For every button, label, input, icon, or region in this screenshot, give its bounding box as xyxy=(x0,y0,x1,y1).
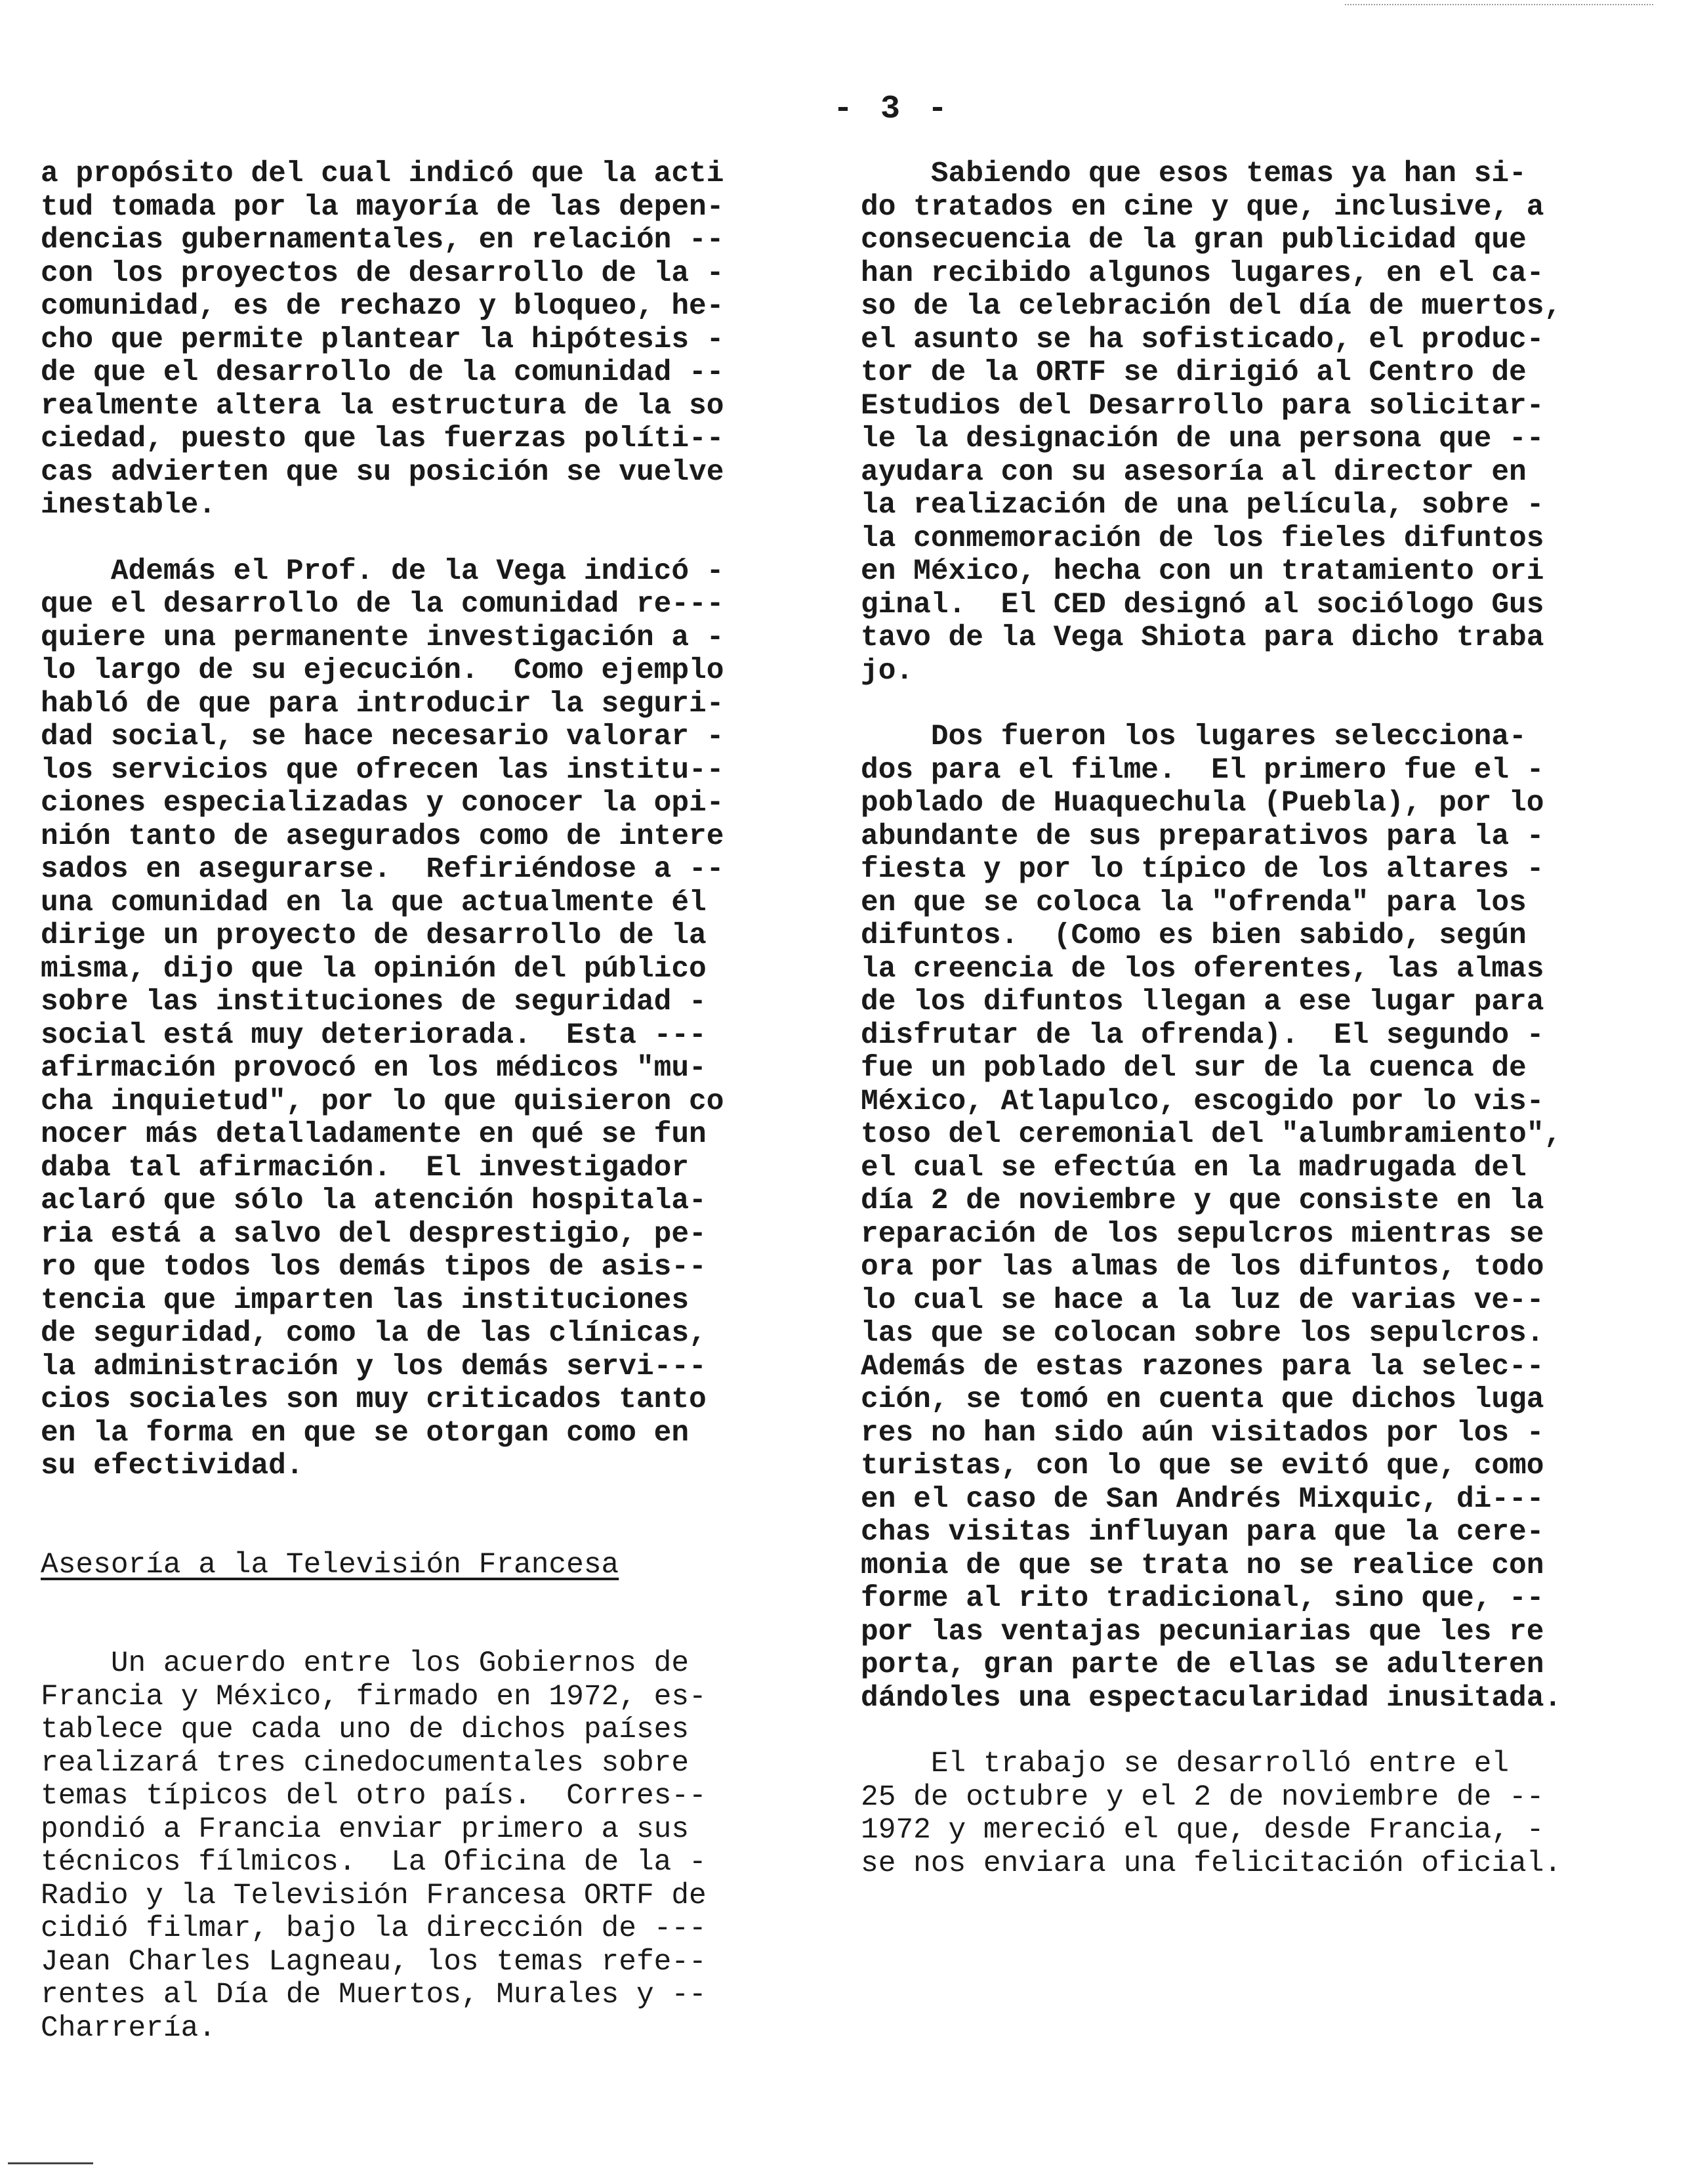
text-line: con los proyectos de desarrollo de la - xyxy=(41,257,724,290)
top-edge-mark xyxy=(1345,4,1653,5)
text-line: cios sociales son muy criticados tanto xyxy=(41,1383,707,1416)
text-line: nocer más detalladamente en qué se fun xyxy=(41,1118,707,1151)
text-line: forme al rito tradicional, sino que, -- xyxy=(861,1582,1544,1615)
text-line: social está muy deteriorada. Esta --- xyxy=(41,1018,707,1052)
text-line: ria está a salvo del desprestigio, pe- xyxy=(41,1217,707,1251)
text-line: realmente altera la estructura de la so xyxy=(41,389,724,423)
text-line: el asunto se ha sofisticado, el produc- xyxy=(861,323,1544,356)
text-line: Un acuerdo entre los Gobiernos de xyxy=(41,1647,690,1680)
text-line: se nos enviara una felicitación oficial. xyxy=(861,1847,1562,1880)
text-line: lo cual se hace a la luz de varias ve-- xyxy=(861,1284,1544,1317)
left-column xyxy=(41,158,828,2045)
text-line: de que el desarrollo de la comunidad -- xyxy=(41,356,724,389)
text-line: técnicos fílmicos. La Oficina de la - xyxy=(41,1846,707,1879)
text-line: en México, hecha con un tratamiento ori xyxy=(861,555,1544,588)
text-line: Además de estas razones para la selec-- xyxy=(861,1350,1544,1383)
text-line: fue un poblado del sur de la cuenca de xyxy=(861,1052,1527,1085)
text-line: Francia y México, firmado en 1972, es- xyxy=(41,1680,707,1713)
text-line: difuntos. (Como es bien sabido, según xyxy=(861,919,1527,952)
text-line: le la designación de una persona que -- xyxy=(861,423,1544,455)
text-line: tablece que cada uno de dichos países xyxy=(41,1713,690,1746)
text-line: 1972 y mereció el que, desde Francia, - xyxy=(861,1814,1544,1847)
section-gap xyxy=(41,1582,828,1647)
text-line: comunidad, es de rechazo y bloqueo, he- xyxy=(41,290,724,323)
page-number: - 3 - xyxy=(833,91,952,128)
text-line: una comunidad en la que actualmente él xyxy=(41,886,707,919)
text-line: aclaró que sólo la atención hospitala- xyxy=(41,1185,707,1217)
paragraph-gap xyxy=(861,1715,1655,1748)
text-line: ayudara con su asesoría al director en xyxy=(861,455,1527,489)
text-line: las que se colocan sobre los sepulcros. xyxy=(861,1317,1544,1350)
text-line: dos para el filme. El primero fue el - xyxy=(861,753,1544,787)
right-column xyxy=(861,158,1655,1880)
text-line: la creencia de los oferentes, las almas xyxy=(861,952,1544,986)
text-line: reparación de los sepulcros mientras se xyxy=(861,1217,1544,1251)
text-line: toso del ceremonial del "alumbramiento", xyxy=(861,1118,1562,1151)
text-line: tud tomada por la mayoría de las depen- xyxy=(41,190,724,224)
text-line: su efectividad. xyxy=(41,1450,304,1482)
text-line: Sabiendo que esos temas ya han si- xyxy=(861,158,1527,190)
text-line: de seguridad, como la de las clínicas, xyxy=(41,1317,707,1350)
footnote-rule xyxy=(8,2162,93,2164)
text-line: en que se coloca la "ofrenda" para los xyxy=(861,886,1527,919)
text-line: disfrutar de la ofrenda). El segundo - xyxy=(861,1018,1544,1052)
left-paragraph-3 xyxy=(41,1647,828,2045)
text-line: abundante de sus preparativos para la - xyxy=(861,820,1544,853)
text-line: quiere una permanente investigación a - xyxy=(41,621,724,654)
text-line: el cual se efectúa en la madrugada del xyxy=(861,1151,1527,1185)
text-line: cas advierten que su posición se vuelve xyxy=(41,455,724,489)
text-line: do tratados en cine y que, inclusive, a xyxy=(861,190,1544,224)
text-line: tencia que imparten las instituciones xyxy=(41,1284,690,1317)
text-line: ción, se tomó en cuenta que dichos luga xyxy=(861,1383,1544,1416)
text-line: porta, gran parte de ellas se adulteren xyxy=(861,1648,1544,1681)
text-line: Jean Charles Lagneau, los temas refe-- xyxy=(41,1945,707,1979)
text-line: han recibido algunos lugares, en el ca- xyxy=(861,257,1544,290)
text-line: que el desarrollo de la comunidad re--- xyxy=(41,588,724,621)
text-line: Además el Prof. de la Vega indicó - xyxy=(41,555,724,588)
text-line: temas típicos del otro país. Corres-- xyxy=(41,1780,707,1813)
text-line: inestable. xyxy=(41,489,216,522)
text-line: monia de que se trata no se realice con xyxy=(861,1549,1544,1582)
text-line: por las ventajas pecuniarias que les re xyxy=(861,1615,1544,1648)
text-line: a propósito del cual indicó que la acti xyxy=(41,158,724,190)
text-line: dirige un proyecto de desarrollo de la xyxy=(41,919,707,952)
text-line: habló de que para introducir la seguri- xyxy=(41,687,724,721)
text-line: nión tanto de asegurados como de intere xyxy=(41,820,724,853)
text-line: sobre las instituciones de seguridad - xyxy=(41,986,707,1018)
text-line: consecuencia de la gran publicidad que xyxy=(861,224,1527,257)
text-line: tor de la ORTF se dirigió al Centro de xyxy=(861,356,1527,389)
left-paragraph-2 xyxy=(41,555,828,1483)
text-line: dándoles una espectacularidad inusitada. xyxy=(861,1681,1562,1715)
text-line: El trabajo se desarrolló entre el xyxy=(861,1748,1510,1780)
text-line: cha inquietud", por lo que quisieron co xyxy=(41,1085,724,1118)
text-line: pondió a Francia enviar primero a sus xyxy=(41,1813,690,1846)
text-line: ora por las almas de los difuntos, todo xyxy=(861,1251,1544,1284)
text-line: so de la celebración del día de muertos, xyxy=(861,290,1562,323)
text-line: 25 de octubre y el 2 de noviembre de -- xyxy=(861,1780,1544,1814)
text-line: ciones especializadas y conocer la opi- xyxy=(41,787,724,820)
text-line: ciedad, puesto que las fuerzas políti-- xyxy=(41,423,724,455)
left-paragraph-1 xyxy=(41,158,828,522)
text-line: en la forma en que se otorgan como en xyxy=(41,1416,690,1450)
text-line: rentes al Día de Muertos, Murales y -- xyxy=(41,1979,707,2011)
section-gap xyxy=(41,1483,828,1549)
text-line: México, Atlapulco, escogido por lo vis- xyxy=(861,1085,1544,1118)
text-line: la administración y los demás servi--- xyxy=(41,1350,707,1383)
text-line: ro que todos los demás tipos de asis-- xyxy=(41,1251,707,1284)
text-line: cidió filmar, bajo la dirección de --- xyxy=(41,1912,707,1945)
text-line: misma, dijo que la opinión del público xyxy=(41,952,707,986)
text-line: ginal. El CED designó al sociólogo Gus xyxy=(861,588,1544,621)
paragraph-gap xyxy=(41,522,828,555)
right-paragraph-3 xyxy=(861,1748,1655,1880)
text-line: poblado de Huaquechula (Puebla), por lo xyxy=(861,787,1544,820)
text-line: Charrería. xyxy=(41,2011,216,2045)
text-line: dencias gubernamentales, en relación -- xyxy=(41,224,724,257)
text-line: Radio y la Televisión Francesa ORTF de xyxy=(41,1879,707,1912)
right-paragraph-2 xyxy=(861,721,1655,1715)
text-line: dad social, se hace necesario valorar - xyxy=(41,721,724,753)
text-line: tavo de la Vega Shiota para dicho traba xyxy=(861,621,1544,654)
text-line: de los difuntos llegan a ese lugar para xyxy=(861,986,1544,1018)
text-line: fiesta y por lo típico de los altares - xyxy=(861,853,1544,886)
section-heading: Asesoría a la Televisión Francesa xyxy=(41,1548,619,1582)
text-line: chas visitas influyan para que la cere- xyxy=(861,1516,1544,1549)
text-line: Dos fueron los lugares selecciona- xyxy=(861,721,1527,753)
text-line: lo largo de su ejecución. Como ejemplo xyxy=(41,654,724,687)
text-line: la realización de una película, sobre - xyxy=(861,489,1544,522)
text-line: en el caso de San Andrés Mixquic, di--- xyxy=(861,1482,1544,1516)
text-line: afirmación provocó en los médicos "mu- xyxy=(41,1052,707,1085)
right-paragraph-1 xyxy=(861,158,1655,688)
text-line: día 2 de noviembre y que consiste en la xyxy=(861,1185,1544,1217)
paragraph-gap xyxy=(861,688,1655,721)
text-line: los servicios que ofrecen las institu-- xyxy=(41,753,724,787)
text-line: res no han sido aún visitados por los - xyxy=(861,1416,1544,1450)
text-line: turistas, con lo que se evitó que, como xyxy=(861,1450,1544,1482)
text-line: la conmemoración de los fieles difuntos xyxy=(861,522,1544,555)
text-line: sados en asegurarse. Refiriéndose a -- xyxy=(41,853,724,886)
text-line: Estudios del Desarrollo para solicitar- xyxy=(861,389,1544,423)
text-line: realizará tres cinedocumentales sobre xyxy=(41,1746,690,1780)
text-line: daba tal afirmación. El investigador xyxy=(41,1151,690,1185)
text-line: cho que permite plantear la hipótesis - xyxy=(41,323,724,356)
text-line: jo. xyxy=(861,654,914,688)
